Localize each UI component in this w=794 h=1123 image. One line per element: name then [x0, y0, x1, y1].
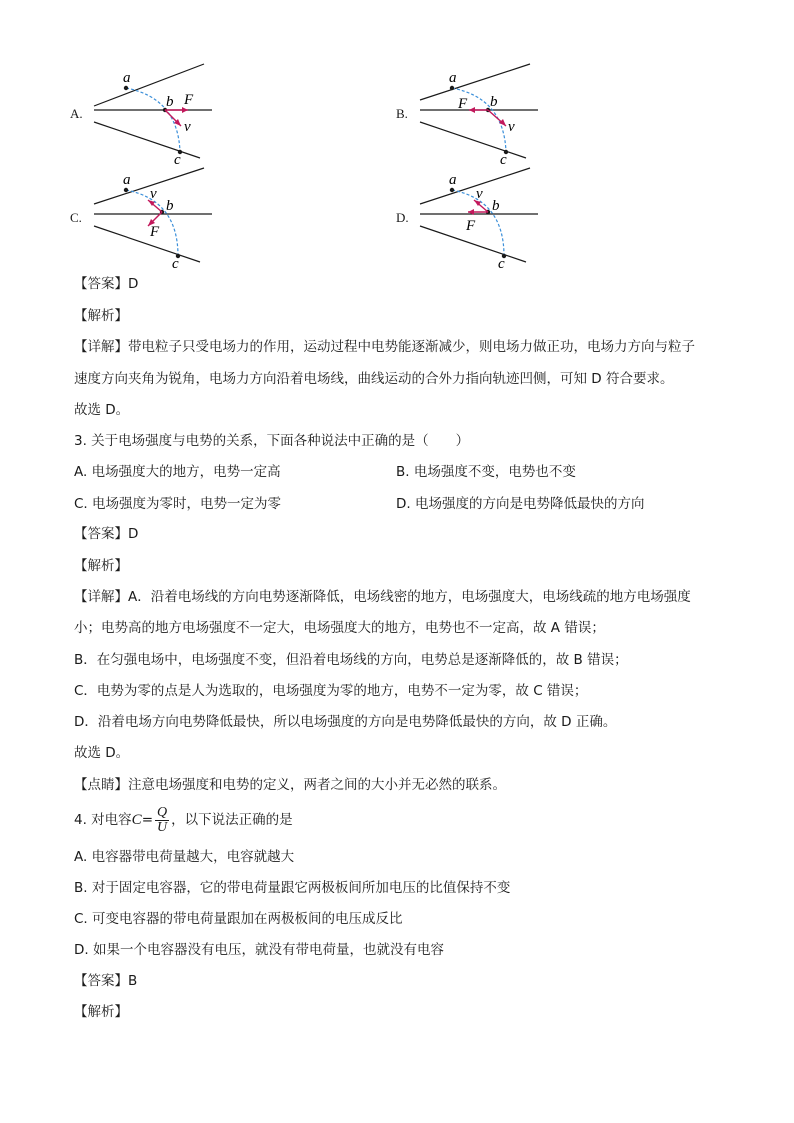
formula-c: C — [131, 812, 142, 828]
force-label: F — [150, 224, 160, 240]
q2-conclusion: 故选 D。 — [74, 402, 130, 418]
q3-comment: 【点睛】注意电场强度和电势的定义，两者之间的大小并无必然的联系。 — [74, 777, 506, 793]
velocity-label: v — [150, 186, 157, 202]
fraction-numerator: Q — [157, 804, 168, 820]
q4-option-b: B. 对于固定电容器，它的带电荷量跟它两极板间所加电压的比值保持不变 — [74, 880, 511, 896]
velocity-label: v — [476, 186, 483, 202]
q3-stem: 3. 关于电场强度与电势的关系，下面各种说法中正确的是（ ） — [74, 433, 470, 449]
q3-analysis-heading: 【解析】 — [74, 558, 128, 574]
option-a-label: A. — [70, 106, 83, 121]
point-b-label: b — [492, 198, 500, 214]
q3-option-c: C. 电场强度为零时，电势一定为零 — [74, 496, 282, 512]
q4-answer: 【答案】B — [74, 973, 138, 989]
figure-option-d — [414, 164, 544, 274]
point-a-label: a — [449, 70, 457, 86]
q4-stem — [74, 804, 293, 836]
q3-option-b: B. 电场强度不变，电势也不变 — [396, 464, 576, 480]
q4-option-d: D. 如果一个电容器没有电压，就没有带电荷量，也就没有电容 — [74, 942, 444, 958]
force-label: F — [184, 92, 194, 108]
q3-detail-line-1: 【详解】A．沿着电场线的方向电势逐渐降低，电场线密的地方，电场强度大，电场线疏的地方电场强度 — [74, 589, 691, 605]
figure-option-c — [88, 164, 218, 274]
q3-option-a: A. 电场强度大的地方，电势一定高 — [74, 464, 281, 480]
q4-option-a: A. 电容器带电荷量越大，电容就越大 — [74, 849, 295, 865]
force-label: F — [466, 218, 476, 234]
q4-option-c: C. 可变电容器的带电荷量跟加在两极板间的电压成反比 — [74, 911, 403, 927]
force-label: F — [458, 96, 468, 112]
velocity-label: v — [184, 119, 191, 135]
q4-analysis-heading: 【解析】 — [74, 1004, 128, 1020]
point-c-label: c — [172, 256, 179, 272]
q3-detail-line-5: D．沿着电场方向电势降低最快，所以电场强度的方向是电势降低最快的方向，故 D 正确。 — [74, 714, 617, 730]
q2-detail-line-1: 【详解】带电粒子只受电场力的作用，运动过程中电势能逐渐减少，则电场力做正功，电场力方向与粒子 — [74, 339, 695, 355]
option-c-label: C. — [70, 210, 82, 225]
point-a-label: a — [449, 172, 457, 188]
velocity-label: v — [508, 119, 515, 135]
q3-conclusion: 故选 D。 — [74, 745, 130, 761]
q3-detail-line-2: 小；电势高的地方电场强度不一定大，电场强度大的地方，电势也不一定高，故 A 错误； — [74, 620, 605, 636]
q3-detail-line-3: B．在匀强电场中，电场强度不变，但沿着电场线的方向，电势总是逐渐降低的，故 B 错误； — [74, 652, 628, 668]
figure-option-b — [414, 60, 544, 170]
point-b-label: b — [166, 198, 174, 214]
q4-stem-prefix: 4. 对电容 — [74, 812, 132, 828]
point-c-label: c — [174, 152, 181, 168]
point-a-label: a — [123, 70, 131, 86]
option-b-label: B. — [396, 106, 408, 121]
point-c-label: c — [500, 152, 507, 168]
fraction-denominator: U — [157, 819, 168, 835]
q2-detail-line-2: 速度方向夹角为锐角，电场力方向沿着电场线，曲线运动的合外力指向轨迹凹侧，可知 D 符合要求。 — [74, 371, 674, 387]
q2-answer: 【答案】D — [74, 276, 139, 292]
q2-analysis-heading: 【解析】 — [74, 308, 128, 324]
q4-stem-suffix: ，以下说法正确的是 — [171, 812, 293, 828]
figure-option-a — [88, 60, 218, 170]
point-b-label: b — [166, 94, 174, 110]
point-c-label: c — [498, 256, 505, 272]
point-a-label: a — [123, 172, 131, 188]
q3-detail-line-4: C．电势为零的点是人为选取的，电场强度为零的地方，电势不一定为零，故 C 错误； — [74, 683, 588, 699]
q3-option-d: D. 电场强度的方向是电势降低最快的方向 — [396, 496, 645, 512]
option-d-label: D. — [396, 210, 409, 225]
point-b-label: b — [490, 94, 498, 110]
formula-equals: = — [141, 812, 153, 828]
formula-fraction — [155, 806, 169, 835]
q3-answer: 【答案】D — [74, 526, 139, 542]
